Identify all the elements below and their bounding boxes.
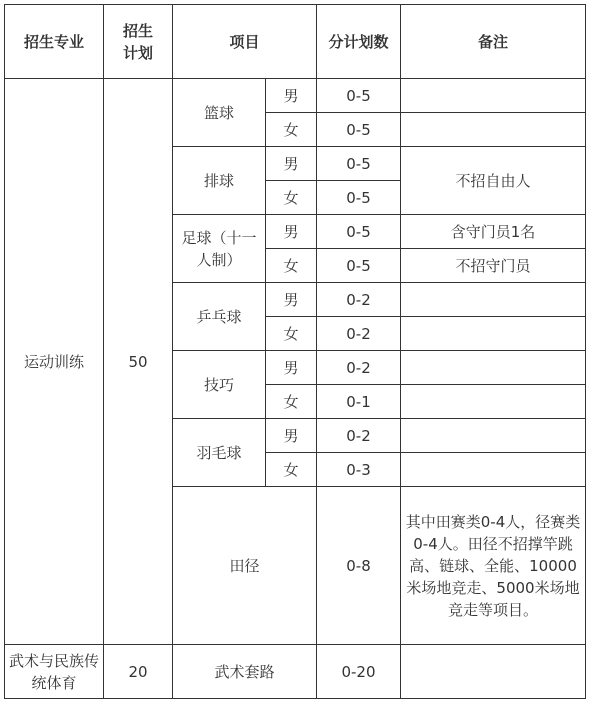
remark-cell: [401, 419, 586, 453]
quota-cell: 0-5: [317, 249, 401, 283]
quota-cell: 0-2: [317, 317, 401, 351]
plan-cell: 20: [104, 645, 173, 699]
gender-cell: 女: [266, 113, 317, 147]
remark-cell: [401, 283, 586, 317]
remark-cell: 含守门员1名: [401, 215, 586, 249]
sport-cell: 篮球: [173, 79, 266, 147]
gender-cell: 男: [266, 351, 317, 385]
gender-cell: 男: [266, 79, 317, 113]
gender-cell: 女: [266, 249, 317, 283]
remark-cell: [401, 453, 586, 487]
gender-cell: 女: [266, 453, 317, 487]
gender-cell: 女: [266, 385, 317, 419]
gender-cell: 女: [266, 317, 317, 351]
quota-cell: 0-20: [317, 645, 401, 699]
quota-cell: 0-5: [317, 181, 401, 215]
remark-cell: [401, 351, 586, 385]
sport-cell: 田径: [173, 487, 317, 645]
gender-cell: 男: [266, 419, 317, 453]
remark-cell: [401, 645, 586, 699]
quota-cell: 0-5: [317, 147, 401, 181]
quota-cell: 0-2: [317, 283, 401, 317]
quota-cell: 0-5: [317, 79, 401, 113]
header-major: 招生专业: [5, 5, 104, 79]
header-remark: 备注: [401, 5, 586, 79]
header-item: 项目: [173, 5, 317, 79]
header-quota: 分计划数: [317, 5, 401, 79]
major-cell: 武术与民族传统体育: [5, 645, 104, 699]
header-plan-line2: 计划: [122, 43, 153, 62]
remark-cell: 不招守门员: [401, 249, 586, 283]
gender-cell: 男: [266, 147, 317, 181]
header-row: [5, 5, 586, 79]
gender-cell: 女: [266, 181, 317, 215]
sport-cell: 乒乓球: [173, 283, 266, 351]
remark-cell: [401, 113, 586, 147]
quota-cell: 0-1: [317, 385, 401, 419]
quota-cell: 0-5: [317, 113, 401, 147]
major-cell: 运动训练: [5, 79, 104, 645]
sport-cell: 武术套路: [173, 645, 317, 699]
table-row: [5, 645, 586, 699]
enrollment-plan-table: [4, 4, 586, 699]
header-plan: [104, 5, 173, 79]
sport-cell: 足球（十一人制）: [173, 215, 266, 283]
quota-cell: 0-3: [317, 453, 401, 487]
gender-cell: 男: [266, 215, 317, 249]
header-plan-line1: 招生: [122, 21, 153, 40]
sport-cell: 排球: [173, 147, 266, 215]
remark-cell: [401, 385, 586, 419]
remark-cell: 其中田赛类0-4人，径赛类0-4人。田径不招撑竿跳高、链球、全能、10000米场地竞走、5000米场地竞走等项目。: [401, 487, 586, 645]
plan-cell: 50: [104, 79, 173, 645]
quota-cell: 0-8: [317, 487, 401, 645]
table-row: [5, 79, 586, 113]
gender-cell: 男: [266, 283, 317, 317]
sport-cell: 羽毛球: [173, 419, 266, 487]
remark-cell: 不招自由人: [401, 147, 586, 215]
remark-cell: [401, 79, 586, 113]
remark-cell: [401, 317, 586, 351]
quota-cell: 0-5: [317, 215, 401, 249]
quota-cell: 0-2: [317, 419, 401, 453]
sport-cell: 技巧: [173, 351, 266, 419]
quota-cell: 0-2: [317, 351, 401, 385]
